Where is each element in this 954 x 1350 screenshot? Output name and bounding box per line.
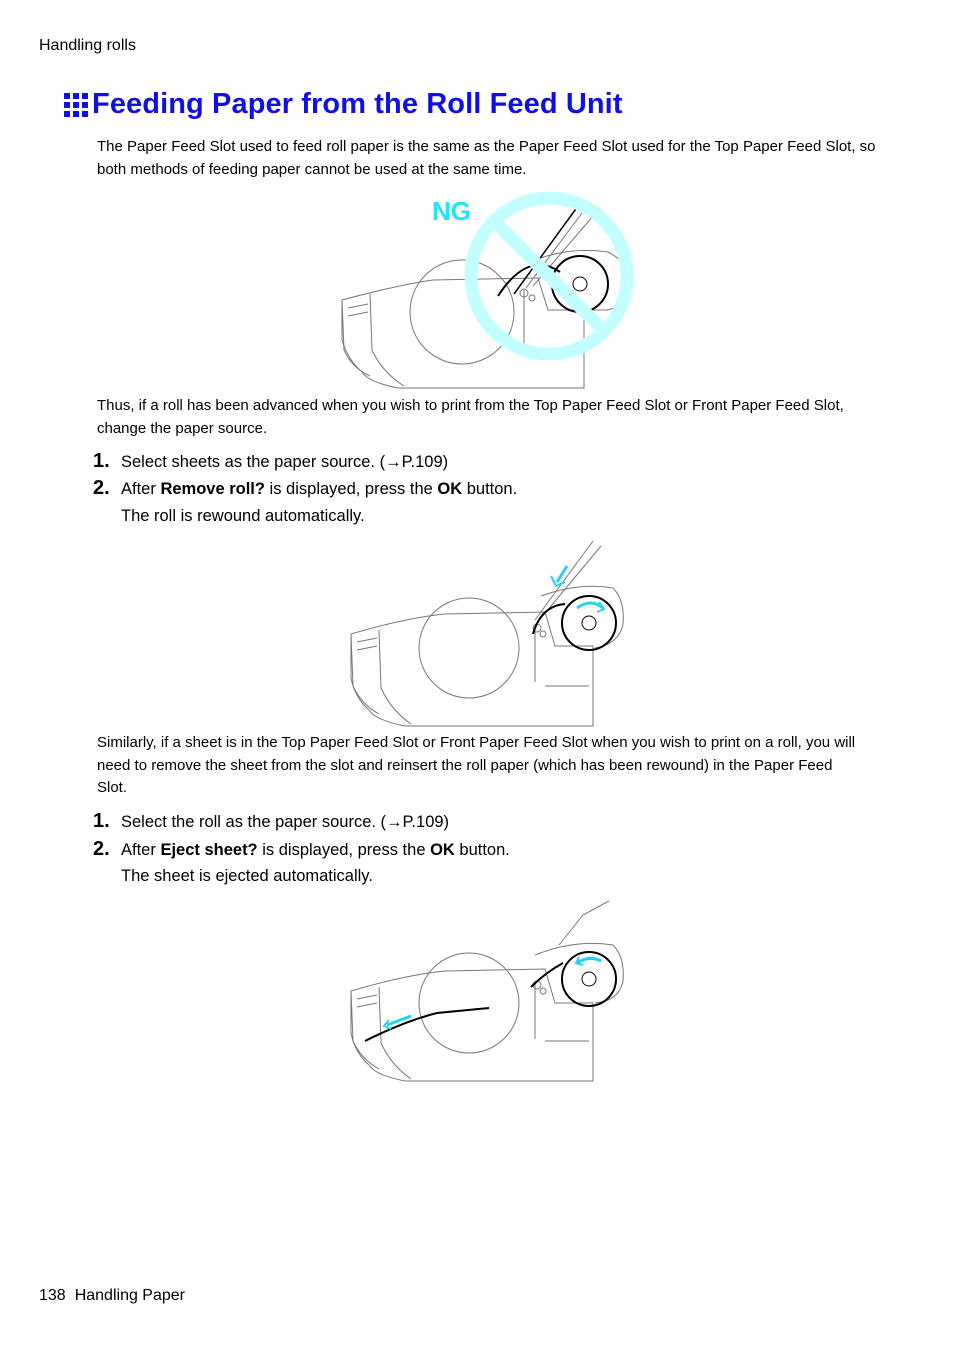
roll-and-sheet-drawing	[365, 952, 616, 1041]
step-number: 2.	[93, 838, 110, 860]
section2-step-1	[93, 810, 449, 833]
figure-roll-rewinding	[345, 536, 630, 730]
page-footer	[39, 1287, 185, 1305]
section2-step-2	[93, 838, 510, 861]
page-title-row	[64, 88, 623, 121]
chapter-name: Handling Paper	[74, 1287, 185, 1304]
eject-sheet-message: Eject sheet?	[160, 841, 258, 859]
printer-body-drawing	[351, 901, 623, 1081]
section2-result: The sheet is ejected automatically.	[121, 867, 373, 885]
running-header: Handling rolls	[39, 37, 136, 54]
step-number: 1.	[93, 810, 110, 832]
intro-paragraph: The Paper Feed Slot used to feed roll paper is the same as the Paper Feed Slot used for the Top Paper Feed Slot, so both methods of feeding paper cannot be used at the same time.	[97, 138, 876, 178]
step-text: After Remove roll? is displayed, press the OK button.	[121, 480, 518, 498]
figure-ng-roll-and-top-feed	[338, 190, 638, 392]
step-text: After Eject sheet? is displayed, press the OK button.	[121, 841, 510, 859]
prohibition-symbol	[471, 198, 627, 354]
section2-paragraph: Similarly, if a sheet is in the Top Paper Feed Slot or Front Paper Feed Slot when you wish to print on a roll, you will need to remove the sheet from the slot and reinsert the roll paper (which has been rewound) in the Paper Feed Slot.	[97, 734, 856, 796]
ng-badge: NG	[432, 196, 471, 226]
page-title: Feeding Paper from the Roll Feed Unit	[92, 88, 623, 120]
figure-sheet-ejecting	[345, 895, 630, 1085]
step-number: 2.	[93, 477, 110, 499]
section1-step-2	[93, 477, 517, 500]
roll-paper-drawing	[498, 206, 608, 312]
step-number: 1.	[93, 450, 110, 472]
section1-result: The roll is rewound automatically.	[121, 507, 365, 525]
page-number: 138	[39, 1287, 66, 1304]
section1-step-1	[93, 450, 448, 473]
remove-roll-message: Remove roll?	[160, 480, 265, 498]
section1-paragraph: Thus, if a roll has been advanced when you wish to print from the Top Paper Feed Slot or Front Paper Feed Slot, change the paper source.	[97, 397, 844, 437]
step-text: Select the roll as the paper source. (→P.109)	[121, 813, 450, 831]
roll-paper-drawing	[533, 596, 616, 650]
ok-button-label: OK	[430, 841, 455, 859]
step-text: Select sheets as the paper source. (→P.109)	[121, 453, 449, 471]
printer-body-drawing	[351, 541, 623, 726]
grid-icon	[64, 93, 88, 117]
ok-button-label: OK	[437, 480, 463, 498]
